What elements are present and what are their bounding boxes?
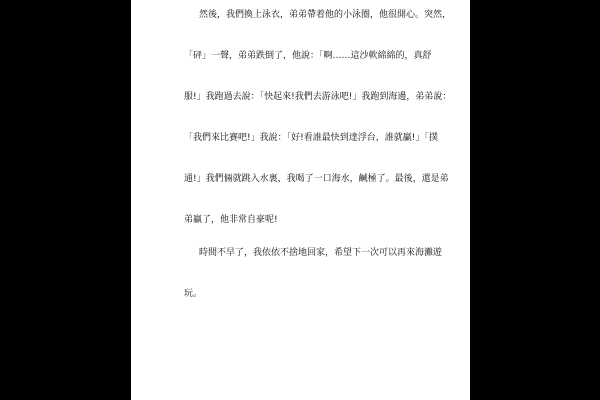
text-line-1: 然後，我們換上泳衣，弟弟帶着他的小泳圈，他很開心。突然， bbox=[199, 10, 452, 20]
text-line-6: 弟贏了，他非常自豪呢! bbox=[184, 215, 278, 225]
text-line-8: 玩。 bbox=[184, 289, 203, 299]
text-line-7: 時間不早了，我依依不捨地回家，希望下一次可以再來海灘遊 bbox=[199, 248, 443, 258]
document-page bbox=[131, 0, 470, 400]
text-line-2: 「砰」一聲，弟弟跌倒了，他說：「啊……這沙軟綿綿的，真舒 bbox=[184, 51, 432, 61]
text-line-3: 服!」我跑過去說：「快起來!我們去游泳吧!」我跑到海邊，弟弟說： bbox=[184, 92, 452, 102]
text-line-5: 通!」我們倆就跳入水裏，我喝了一口海水，鹹極了。最後，還是弟 bbox=[184, 174, 449, 184]
text-line-4: 「我們來比賽吧!」我說：「好!看誰最快到達浮台，誰就贏!」「撲 bbox=[184, 133, 438, 143]
